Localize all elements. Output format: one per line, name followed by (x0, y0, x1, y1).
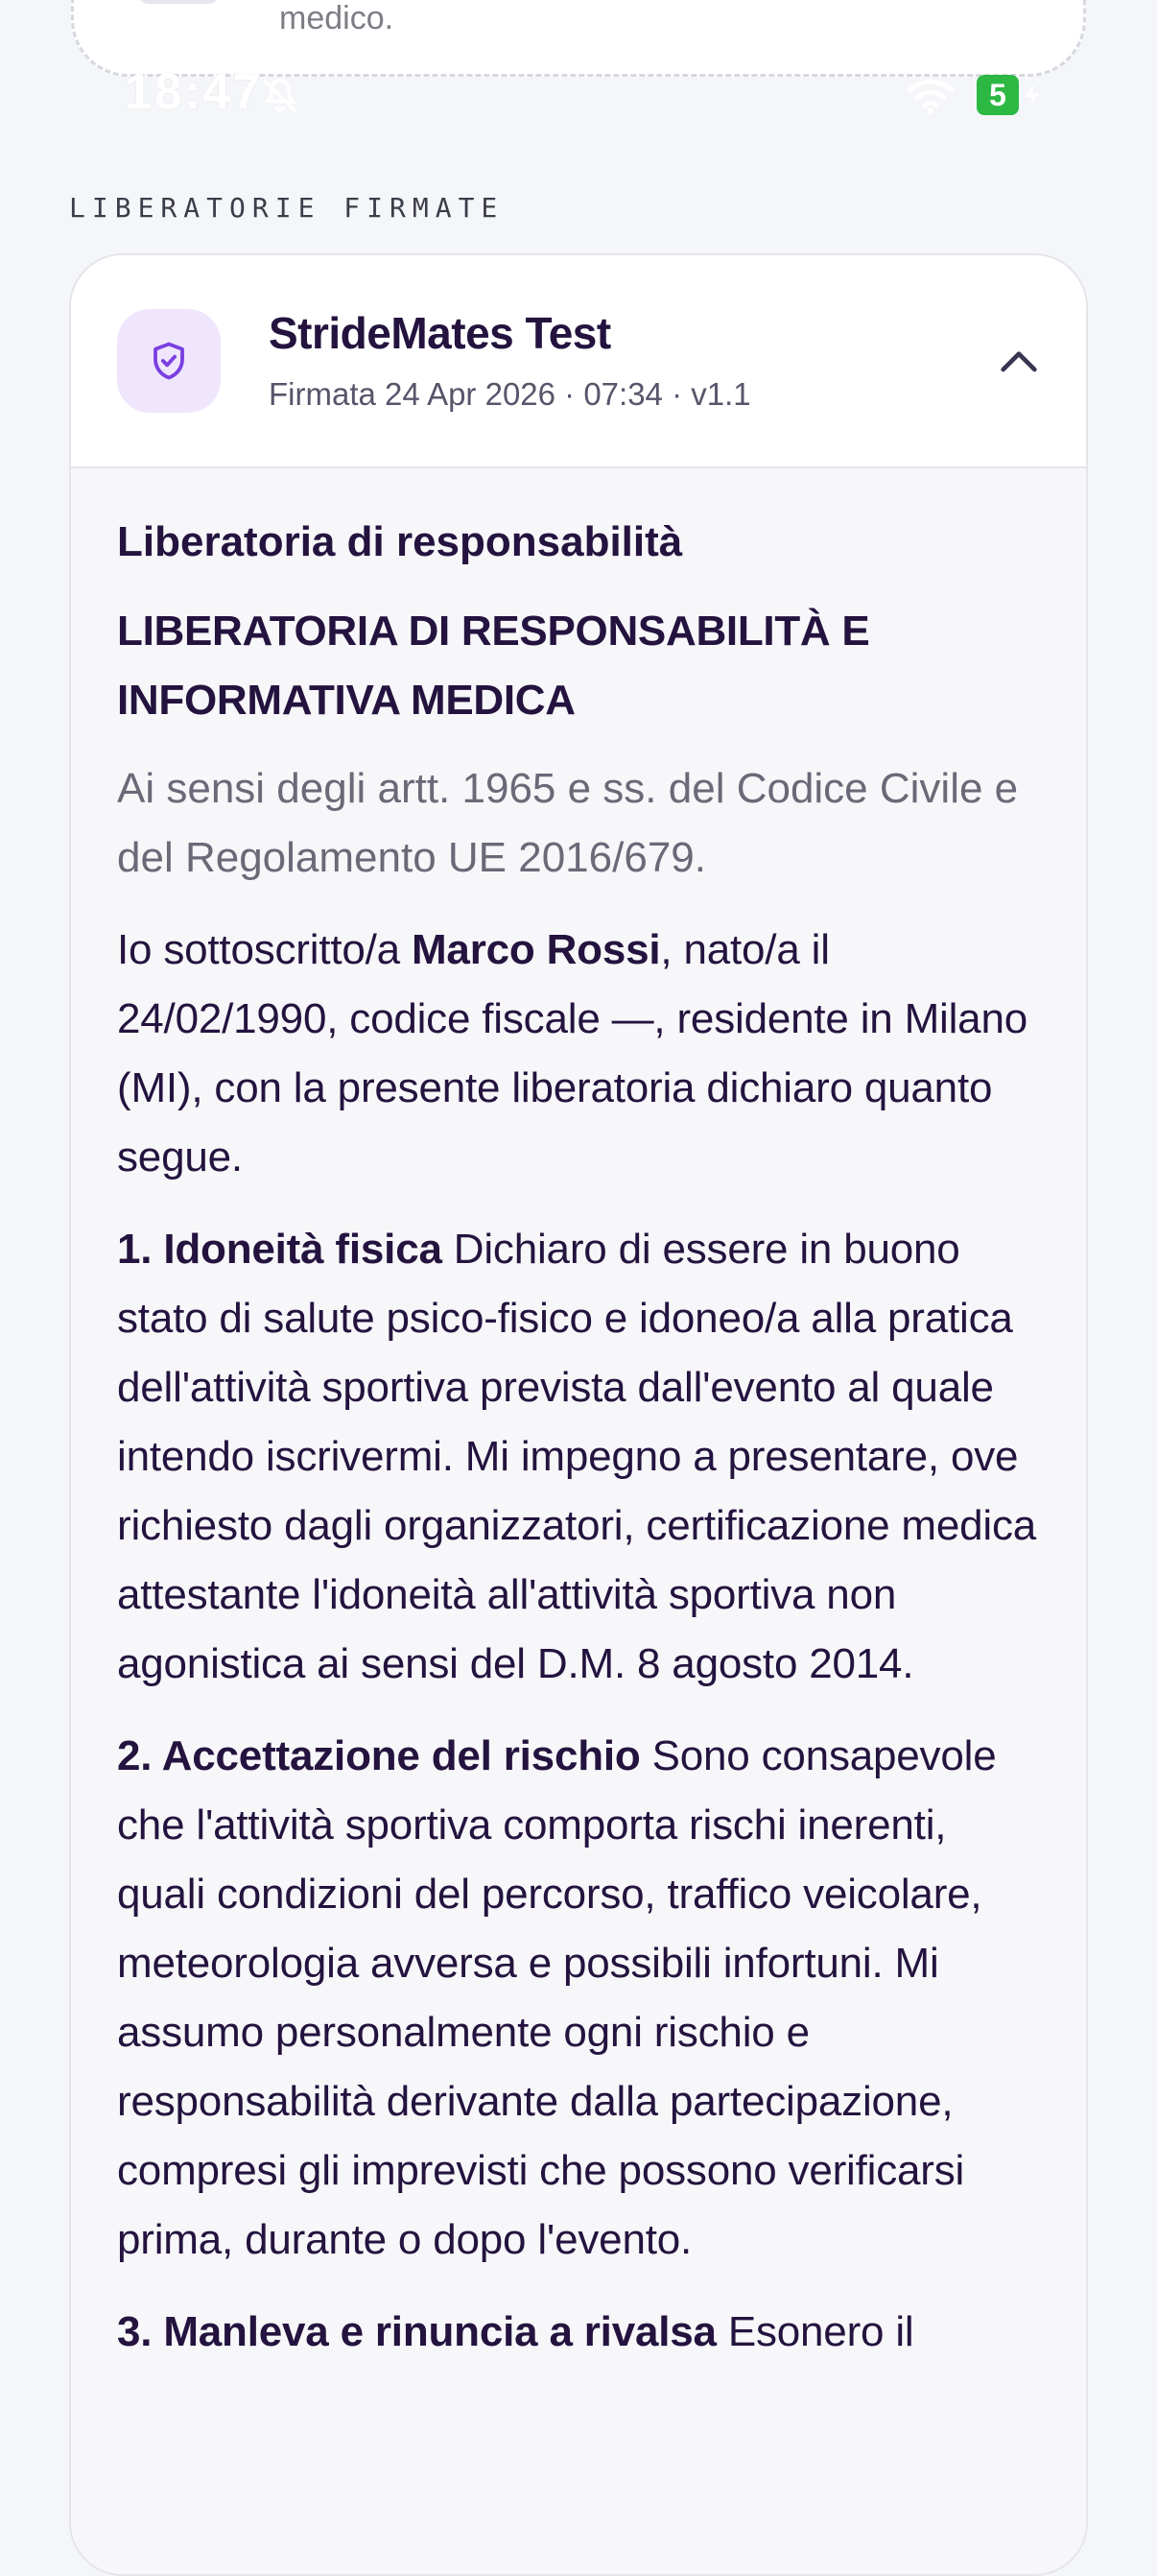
battery-icon: 5 (977, 75, 1019, 115)
declaration-prefix: Io sottoscritto/a (117, 926, 412, 973)
clause-title: 1. Idoneità fisica (117, 1226, 442, 1273)
section-label: LIBERATORIE FIRMATE (69, 192, 505, 224)
clause-title: 3. Manleva e rinuncia a rivalsa (117, 2308, 717, 2355)
signer-name: Marco Rossi (411, 926, 661, 973)
document-title: LIBERATORIA DI RESPONSABILITÀ E INFORMATIVA MEDICA (117, 608, 870, 724)
waiver-signed-info: Firmata 24 Apr 2026 · 07:34 · v1.1 (269, 376, 751, 412)
declaration-suffix: , nato/a il 24/02/1990, codice fiscale —, residente in Milano (MI), con la presente liberatoria dichiaro quanto segue. (117, 926, 1027, 1181)
document-intro: Ai sensi degli artt. 1965 e ss. del Codice Civile e del Regolamento UE 2016/679. (117, 765, 1019, 881)
shield-check-icon (149, 341, 189, 381)
chevron-up-icon[interactable] (992, 336, 1046, 390)
clause-text: Dichiaro di essere in buono stato di salute psico-fisico e idoneo/a alla pratica dell'attività sportiva prevista dall'evento al quale intendo iscrivermi. Mi impegno a presentare, ove richiesto dagli organizzatori, certificazione medica attestante l'idoneità all'attività sportiva non agonistica ai sensi del D.M. 8 agosto 2014. (117, 1226, 1037, 1687)
waiver-card-header[interactable] (71, 255, 1086, 468)
waiver-card (69, 253, 1088, 2576)
status-time: 18:47 (125, 64, 262, 120)
mute-icon (259, 75, 301, 117)
clause-text: Esonero il (716, 2308, 914, 2355)
declaration-paragraph (117, 916, 1040, 1192)
waiver-card-body (71, 468, 1086, 2576)
charging-icon (1023, 84, 1042, 106)
status-bar (0, 63, 1157, 127)
clause-paragraph (117, 1722, 1040, 2275)
clause-paragraph (117, 1215, 1040, 1699)
clause-text: Sono consapevole che l'attività sportiva comporta rischi inerenti, quali condizioni del percorso, traffico veicolare, meteorologia avversa e possibili infortuni. Mi assumo personalmente ogni rischio e responsabilità derivante dalla partecipazione, compresi gli imprevisti che possono verificarsi prima, durante o dopo l'evento. (117, 1732, 997, 2263)
previous-card-thumbnail (137, 0, 220, 4)
previous-card-text: medico. (279, 0, 394, 36)
shield-badge (117, 309, 221, 413)
clause-title: 2. Accettazione del rischio (117, 1732, 641, 1779)
clause-paragraph (117, 2298, 1040, 2367)
document-heading: Liberatoria di responsabilità (117, 518, 683, 565)
waiver-event-title: StrideMates Test (269, 308, 611, 358)
wifi-icon (908, 77, 954, 115)
